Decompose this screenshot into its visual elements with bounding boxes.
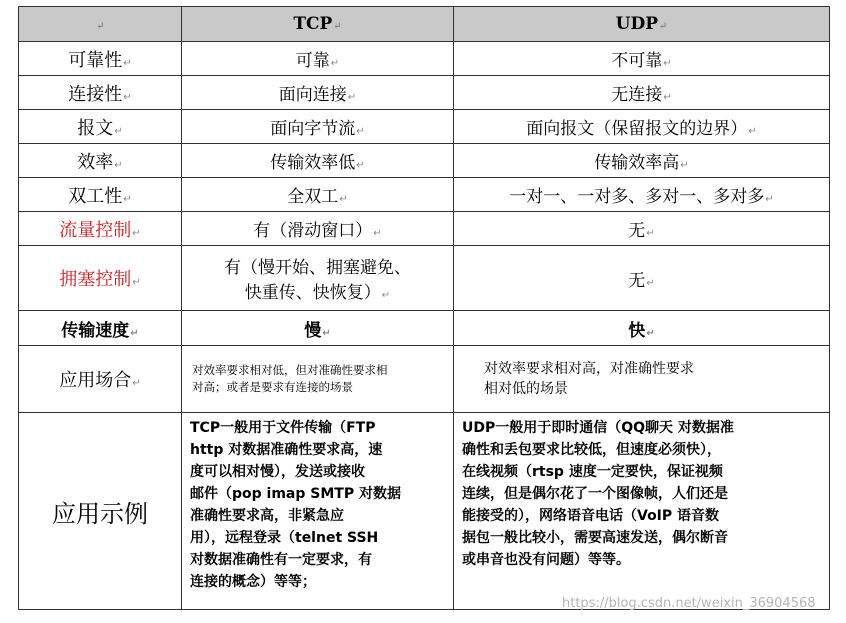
tcp-cell [182, 346, 454, 413]
tcp-cell: 全双工↵ [182, 178, 454, 212]
udp-cell [454, 413, 830, 610]
row-label: 可靠性↵ [19, 42, 182, 76]
udp-cell: 无↵ [454, 212, 830, 246]
row-label-flow-control: 流量控制↵ [19, 212, 182, 246]
tcp-cell-line: 对效率要求相对低，但对准确性要求相 [192, 363, 388, 377]
tcp-cell: 慢↵ [182, 311, 454, 346]
row-label: 双工性↵ [19, 178, 182, 212]
tcp-cell: 面向字节流↵ [182, 110, 454, 144]
udp-cell [454, 346, 830, 413]
table-row [19, 311, 830, 346]
row-label: 应用场合↵ [19, 346, 182, 413]
header-corner: ↵ [19, 7, 182, 42]
row-label: 应用示例 [19, 413, 182, 610]
row-label-congestion-control: 拥塞控制↵ [19, 246, 182, 311]
header-tcp: TCP↵ [182, 7, 454, 42]
udp-cell-line: 确性和丢包要求比较低，但速度必须快）， [462, 442, 721, 458]
udp-cell: 不可靠↵ [454, 42, 830, 76]
tcp-cell [182, 246, 454, 311]
tcp-cell-line: 邮件（pop imap SMTP 对数据 [190, 486, 401, 502]
watermark: https://blog.csdn.net/weixin_36904568 [562, 596, 816, 611]
tcp-udp-comparison-table [18, 6, 830, 610]
table-row [19, 42, 830, 76]
tcp-cell-line: 快重传、快恢复）↵ [244, 283, 391, 303]
udp-cell-line: 对效率要求相对高，对准确性要求 [484, 361, 694, 377]
header-row [19, 7, 830, 42]
udp-cell-line: 据包一般比较小，需要高速发送，偶尔断音 [462, 530, 728, 546]
tcp-cell: 可靠↵ [182, 42, 454, 76]
table-row [19, 212, 830, 246]
row-label: 传输速度↵ [19, 311, 182, 346]
tcp-cell-line: 准确性要求高，非紧急应 [190, 508, 344, 524]
udp-cell: 无↵ [454, 246, 830, 311]
udp-cell: 传输效率高↵ [454, 144, 830, 178]
tcp-cell-line: 有（慢开始、拥塞避免、 [224, 258, 411, 278]
row-label: 报文↵ [19, 110, 182, 144]
udp-cell: 快↵ [454, 311, 830, 346]
udp-cell-line: 在线视频（rtsp 速度一定要快，保证视频 [462, 464, 723, 480]
tcp-cell [182, 413, 454, 610]
row-label: 连接性↵ [19, 76, 182, 110]
table-row [19, 110, 830, 144]
udp-cell-line: UDP一般用于即时通信（QQ聊天 对数据准 [462, 420, 734, 436]
tcp-cell-line: http 对数据准确性要求高，速 [190, 442, 383, 458]
tcp-cell-line: 度可以相对慢），发送或接收 [190, 464, 365, 480]
header-udp: UDP↵ [454, 7, 830, 42]
tcp-cell-line: 用），远程登录（telnet SSH [190, 530, 379, 546]
tcp-cell: 有（滑动窗口）↵ [182, 212, 454, 246]
udp-cell: 无连接↵ [454, 76, 830, 110]
table-row [19, 178, 830, 212]
table-row [19, 144, 830, 178]
tcp-cell: 传输效率低↵ [182, 144, 454, 178]
udp-cell-line: 能接受的），网络语音电话（VoIP 语音数 [462, 508, 720, 524]
tcp-cell-line: 对高；或者是要求有连接的场景 [192, 380, 353, 394]
table-row [19, 346, 830, 413]
table-row [19, 246, 830, 311]
udp-cell-line: 或串音也没有问题）等等。 [462, 552, 630, 568]
udp-cell-line: 相对低的场景 [484, 381, 568, 397]
row-label: 效率↵ [19, 144, 182, 178]
tcp-cell-line: 连接的概念）等等； [190, 574, 316, 590]
tcp-cell-line: 对数据准确性有一定要求，有 [190, 552, 372, 568]
udp-cell-line: 连续，但是偶尔花了一个图像帧，人们还是 [462, 486, 728, 502]
table-row [19, 413, 830, 610]
tcp-cell: 面向连接↵ [182, 76, 454, 110]
tcp-cell-line: TCP一般用于文件传输（FTP [190, 420, 376, 436]
udp-cell: 面向报文（保留报文的边界）↵ [454, 110, 830, 144]
udp-cell: 一对一、一对多、多对一、多对多↵ [454, 178, 830, 212]
table-row [19, 76, 830, 110]
